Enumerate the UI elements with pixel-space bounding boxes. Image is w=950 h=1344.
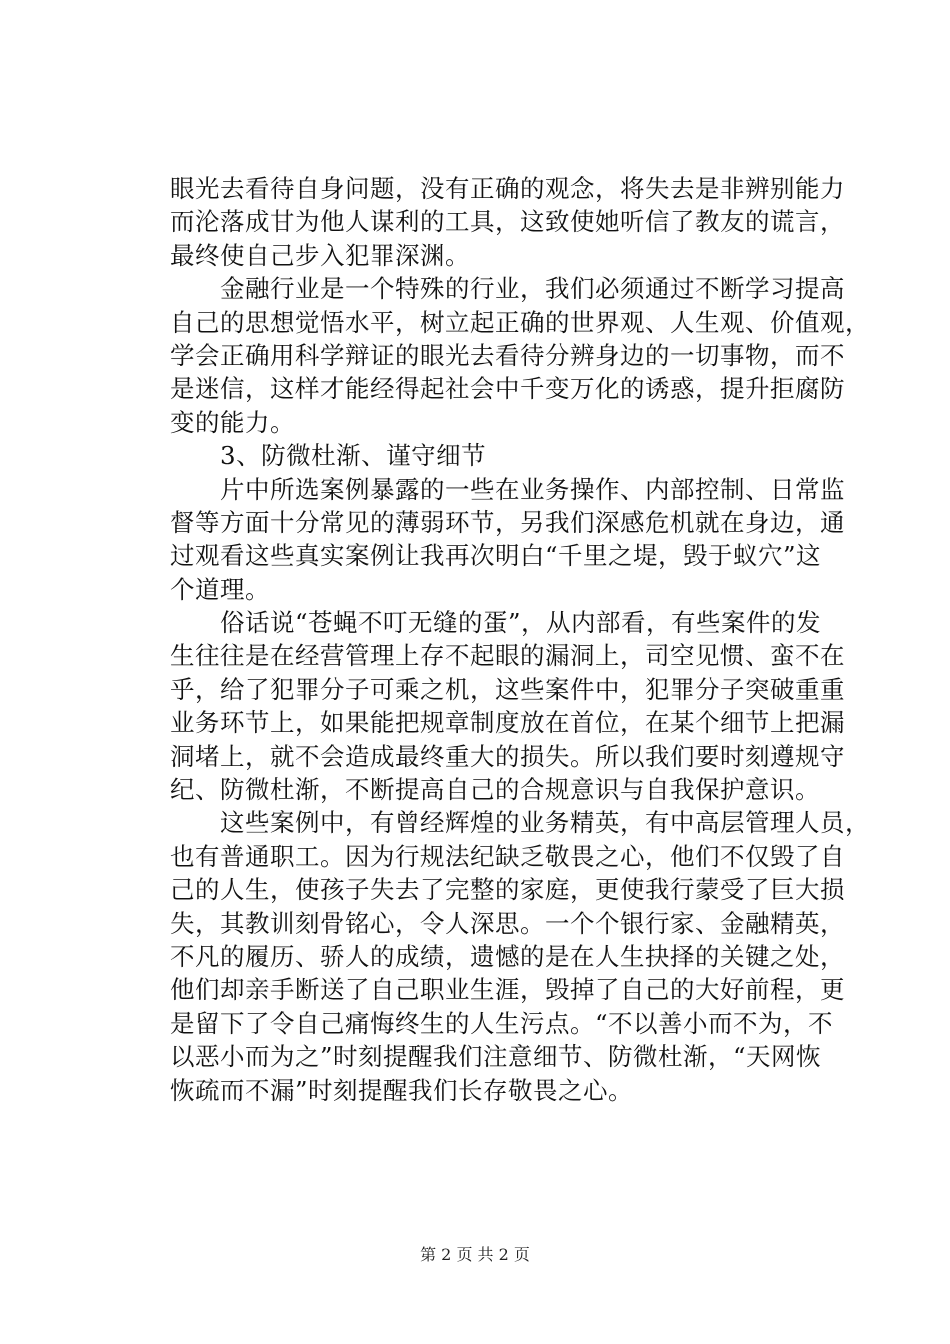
text-line: 眼光去看待自身问题，没有正确的观念，将失去是非辨别能力 — [170, 174, 845, 203]
text-line: 是迷信，这样才能经得起社会中千变万化的诱惑，提升拒腐防 — [170, 374, 845, 404]
text-line: 而沦落成甘为他人谋利的工具，这致使她听信了教友的谎言， — [170, 207, 845, 237]
text-line: 金融行业是一个特殊的行业，我们必须通过不断学习提高 — [170, 274, 845, 304]
text-line: 以恶小而为之”时刻提醒我们注意细节、防微杜渐，“天网恢 — [170, 1042, 822, 1072]
text-line: 片中所选案例暴露的一些在业务操作、内部控制、日常监 — [170, 474, 845, 504]
text-line: 不凡的履历、骄人的成绩，遗憾的是在人生抉择的关键之处， — [170, 941, 845, 971]
text-line: 恢疏而不漏”时刻提醒我们长存敬畏之心。 — [170, 1075, 634, 1105]
text-line: 个道理。 — [170, 574, 270, 604]
document-body — [170, 172, 870, 1107]
text-line: 学会正确用科学辩证的眼光去看待分辨身边的一切事物，而不 — [170, 340, 845, 370]
text-line: 业务环节上，如果能把规章制度放在首位，在某个细节上把漏 — [170, 708, 845, 738]
text-line: 是留下了令自己痛悔终生的人生污点。“不以善小而不为，不 — [170, 1008, 834, 1038]
text-line: 纪、防微杜渐，不断提高自己的合规意识与自我保护意识。 — [170, 775, 820, 805]
text-line: 变的能力。 — [170, 407, 295, 437]
section-heading: 3、防微杜渐、谨守细节 — [170, 441, 487, 471]
text-line: 最终使自己步入犯罪深渊。 — [170, 240, 470, 270]
text-line: 洞堵上，就不会造成最终重大的损失。所以我们要时刻遵规守 — [170, 741, 845, 771]
text-line: 他们却亲手断送了自己职业生涯，毁掉了自己的大好前程，更 — [170, 975, 845, 1005]
page-footer — [0, 1244, 950, 1266]
text-line: 督等方面十分常见的薄弱环节，另我们深感危机就在身边，通 — [170, 507, 845, 537]
text-line: 自己的思想觉悟水平，树立起正确的世界观、人生观、价值观， — [170, 307, 870, 337]
text-line: 己的人生，使孩子失去了完整的家庭，更使我行蒙受了巨大损 — [170, 875, 845, 905]
text-line: 这些案例中，有曾经辉煌的业务精英，有中高层管理人员， — [170, 808, 870, 838]
text-line: 过观看这些真实案例让我再次明白“千里之堤，毁于蚁穴”这 — [170, 541, 822, 571]
text-line: 生往往是在经营管理上存不起眼的漏洞上，司空见惯、蛮不在 — [170, 641, 845, 671]
text-line: 乎，给了犯罪分子可乘之机，这些案件中，犯罪分子突破重重 — [170, 674, 845, 704]
text-line: 失，其教训刻骨铭心，令人深思。一个个银行家、金融精英， — [170, 908, 845, 938]
page-number-label: 第 2 页 共 2 页 — [420, 1245, 530, 1264]
text-line: 俗话说“苍蝇不叮无缝的蛋”，从内部看，有些案件的发 — [170, 608, 822, 638]
text-line: 也有普通职工。因为行规法纪缺乏敬畏之心，他们不仅毁了自 — [170, 841, 845, 871]
